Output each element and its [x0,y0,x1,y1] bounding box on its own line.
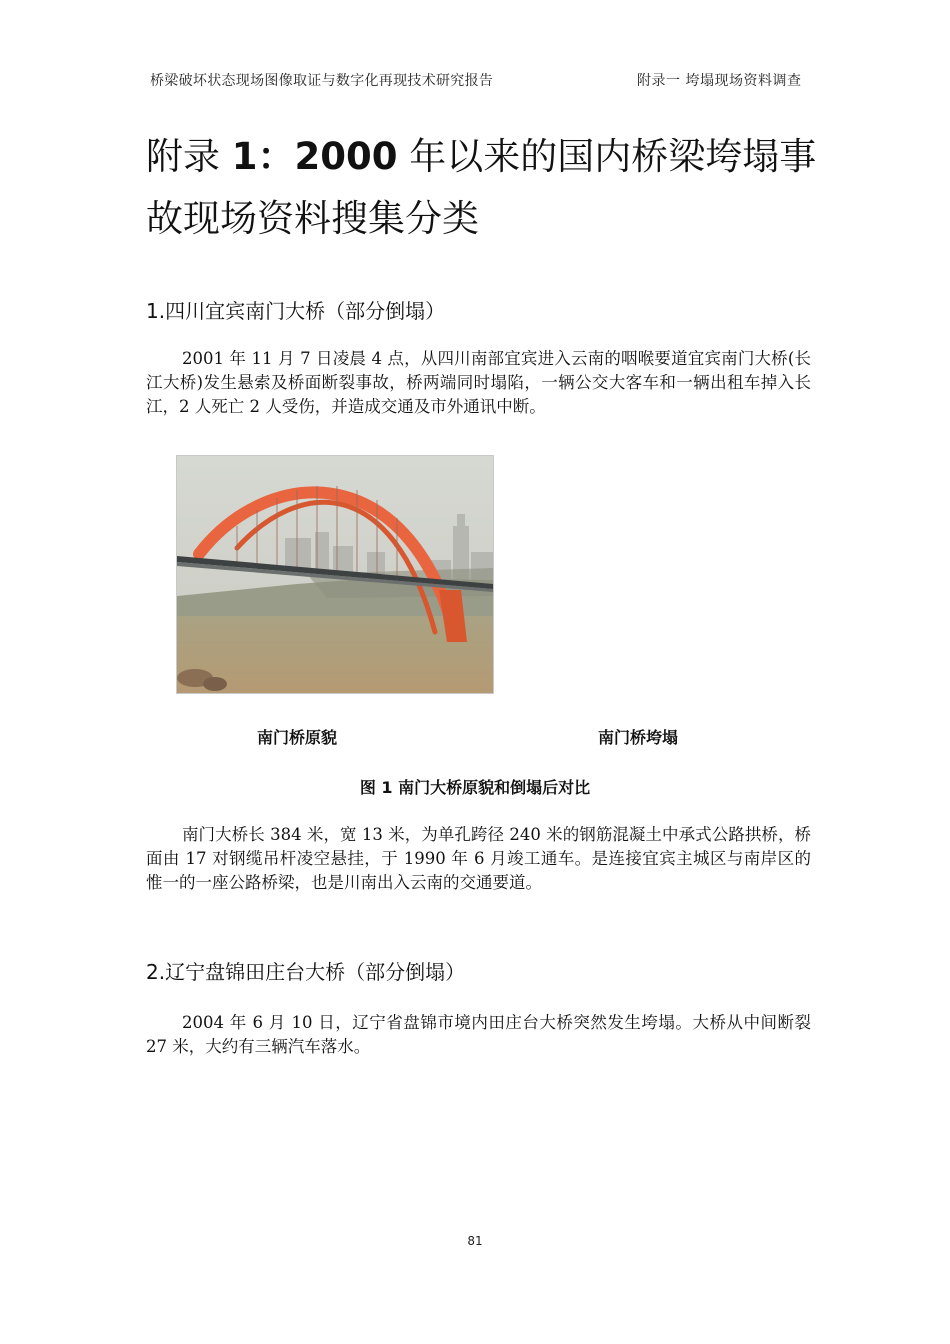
title-part-1: 附录 [146,135,232,178]
photo-right-caption: 南门桥垮塌 [598,728,679,747]
section-1-heading: 1.四川宜宾南门大桥（部分倒塌） [146,299,446,323]
section-1-paragraph-2: 南门大桥长 384 米，宽 13 米，为单孔跨径 240 米的钢筋混凝土中承式公路拱桥，桥面由 17 对钢缆吊杆凌空悬挂，于 1990 年 6 月竣工通车。是连接宜宾主城区与南岸区的惟一的一座公路桥梁，也是川南出入云南的交通要道。 [146,825,811,892]
photo-left-caption: 南门桥原貌 [257,728,338,747]
running-header-right: 附录一 垮塌现场资料调查 [637,73,802,89]
title-part-3: 年以来的国内桥梁垮塌事故现场资料搜集分类 [146,135,817,240]
section-2-heading: 2.辽宁盘锦田庄台大桥（部分倒塌） [146,960,466,984]
page-number: 81 [467,1234,483,1248]
page-title [146,126,826,250]
figure-caption: 图 1 南门大桥原貌和倒塌后对比 [359,778,591,797]
section-1-paragraph-1: 2001 年 11 月 7 日凌晨 4 点，从四川南部宜宾进入云南的咽喉要道宜宾南门大桥(长江大桥)发生悬索及桥面断裂事故，桥两端同时塌陷，一辆公交大客车和一辆出租车掉入长江，2 人死亡 2 人受伤，并造成交通及市外通讯中断。 [146,349,811,416]
bridge-photo-illustration [177,456,493,693]
title-part-2: 1：2000 [231,135,398,178]
running-header-left: 桥梁破坏状态现场图像取证与数字化再现技术研究报告 [150,73,494,89]
nanmen-bridge-photo [176,455,494,694]
section-2-paragraph-1: 2004 年 6 月 10 日，辽宁省盘锦市境内田庄台大桥突然发生垮塌。大桥从中间断裂 27 米，大约有三辆汽车落水。 [146,1013,811,1056]
